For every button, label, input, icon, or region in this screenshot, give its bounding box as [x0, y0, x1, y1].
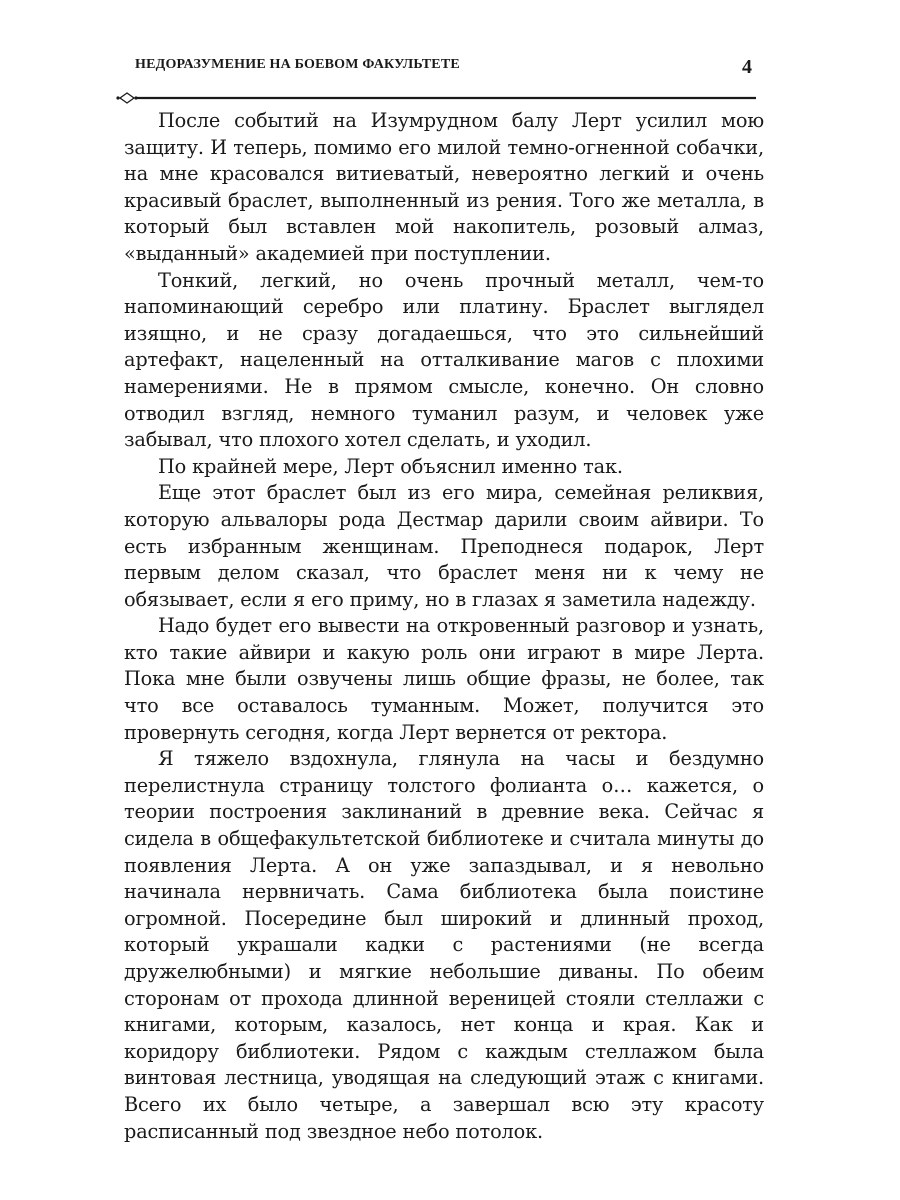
running-title: НЕДОРАЗУМЕНИЕ НА БОЕВОМ ФАКУЛЬТЕТЕ — [135, 57, 460, 72]
diamond-ornament-icon — [116, 93, 137, 103]
page-number: 4 — [742, 56, 752, 78]
header-rule — [116, 88, 756, 108]
paragraph-3: По крайней мере, Лерт объяснил именно так. — [158, 454, 623, 478]
paragraph-4: Еще этот браслет был из его мира, семейная реликвия, которую альвалоры рода Дестмар дарили своим айвири. То есть избранным женщинам. Преподнеся подарок, Лерт первым делом сказал, что браслет меня ни к чему не обязывает, если я его приму, но в глазах я заметила надежду. — [124, 481, 764, 611]
body-text — [124, 108, 764, 1145]
paragraph-5: Надо будет его вывести на откровенный разговор и узнать, кто такие айвири и какую роль они играют в мире Лерта. Пока мне были озвучены лишь общие фразы, не более, так что все оставалось туманным. Может, получится это провернуть сегодня, когда Лерт вернется от ректора. — [124, 614, 764, 744]
paragraph-6: Я тяжело вздохнула, глянула на часы и бездумно перелистнула страницу толстого фолианта о… кажется, о теории построения заклинаний в древние века. Сейчас я сидела в общефакультетской библиотеке и считала минуты до появления Лерта. А он уже запаздывал, и я невольно начинала нервничать. Сама библиотека была поистине огромной. Посередине был широкий и длинный проход, который украшали кадки с растениями (не всегда дружелюбными) и мягкие небольшие диваны. По обеим сторонам от прохода длинной вереницей стояли стеллажи с книгами, которым, казалось, нет конца и края. Как и коридору библиотеки. Рядом с каждым стеллажом была винтовая лестница, уводящая на следующий этаж с книгами. Всего их было четыре, а завершал всю эту красоту расписанный под звездное небо потолок. — [124, 747, 764, 1143]
paragraph-1: После событий на Изумрудном балу Лерт усилил мою защиту. И теперь, помимо его милой темно-огненной собачки, на мне красовался витиеватый, невероятно легкий и очень красивый браслет, выполненный из рения. Того же металла, в который был вставлен мой накопитель, розовый алмаз, «выданный» академией при поступлении. — [124, 109, 764, 265]
paragraph-2: Тонкий, легкий, но очень прочный металл, чем-то напоминающий серебро или платину. Браслет выглядел изящно, и не сразу догадаешься, что это сильнейший артефакт, нацеленный на отталкивание магов с плохими намерениями. Не в прямом смысле, конечно. Он словно отводил взгляд, немного туманил разум, и человек уже забывал, что плохого хотел сделать, и уходил. — [124, 268, 764, 452]
